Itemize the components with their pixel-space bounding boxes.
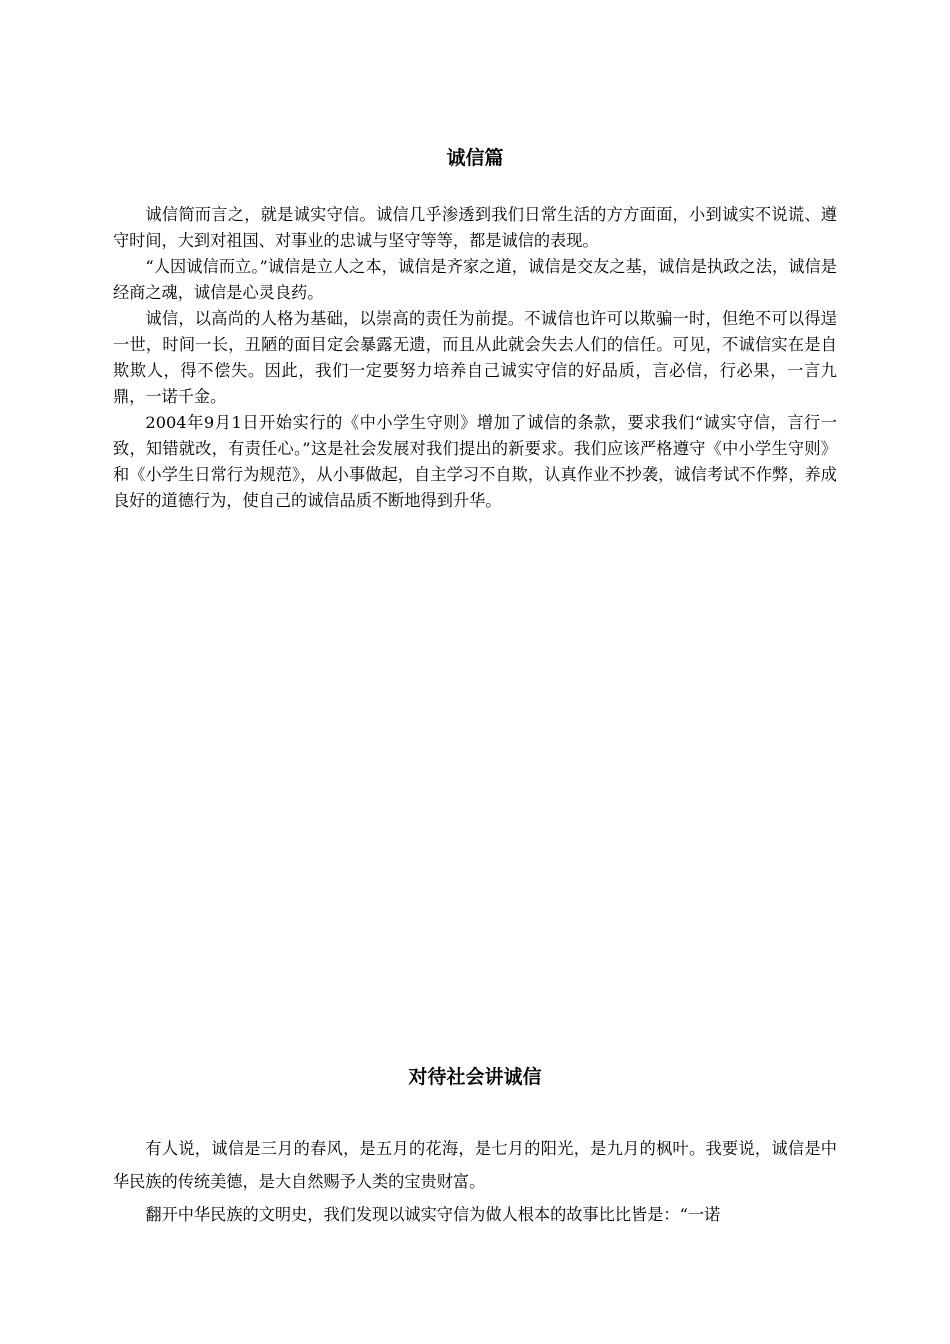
paragraph: “人因诚信而立。”诚信是立人之本，诚信是齐家之道，诚信是交友之基，诚信是执政之法，诚信是经商之魂，诚信是心灵良药。 bbox=[113, 257, 837, 302]
section-body bbox=[113, 202, 837, 514]
paragraph: 诚信简而言之，就是诚实守信。诚信几乎渗透到我们日常生活的方方面面，小到诚实不说谎、遵守时间，大到对祖国、对事业的忠诚与坚守等等，都是诚信的表现。 bbox=[113, 205, 837, 250]
paragraph: 2004年9月1日开始实行的《中小学生守则》增加了诚信的条款，要求我们“诚实守信，言行一致，知错就改，有责任心。”这是社会发展对我们提出的新要求。我们应该严格遵守《中小学生守则》和《小学生日常行为规范》，从小事做起，自主学习不自欺，认真作业不抄袭，诚信考试不作弊，养成良好的道德行为，使自己的诚信品质不断地得到升华。 bbox=[113, 413, 837, 510]
paragraph: 翻开中华民族的文明史，我们发现以诚实守信为做人根本的故事比比皆是：“一诺 bbox=[145, 1205, 721, 1224]
paragraph: 有人说，诚信是三月的春风，是五月的花海，是七月的阳光，是九月的枫叶。我要说，诚信是中华民族的传统美德，是大自然赐予人类的宝贵财富。 bbox=[113, 1139, 837, 1191]
paragraph: 诚信，以高尚的人格为基础，以崇高的责任为前提。不诚信也许可以欺骗一时，但绝不可以得逞一世，时间一长，丑陋的面目定会暴露无遗，而且从此就会失去人们的信任。可见，不诚信实在是自欺欺人，得不偿失。因此，我们一定要努力培养自己诚实守信的好品质，言必信，行必果，一言九鼎，一诺千金。 bbox=[113, 309, 837, 406]
section-body bbox=[113, 1132, 837, 1231]
section-title: 对待社会讲诚信 bbox=[408, 1066, 542, 1088]
section-title: 诚信篇 bbox=[446, 147, 504, 169]
